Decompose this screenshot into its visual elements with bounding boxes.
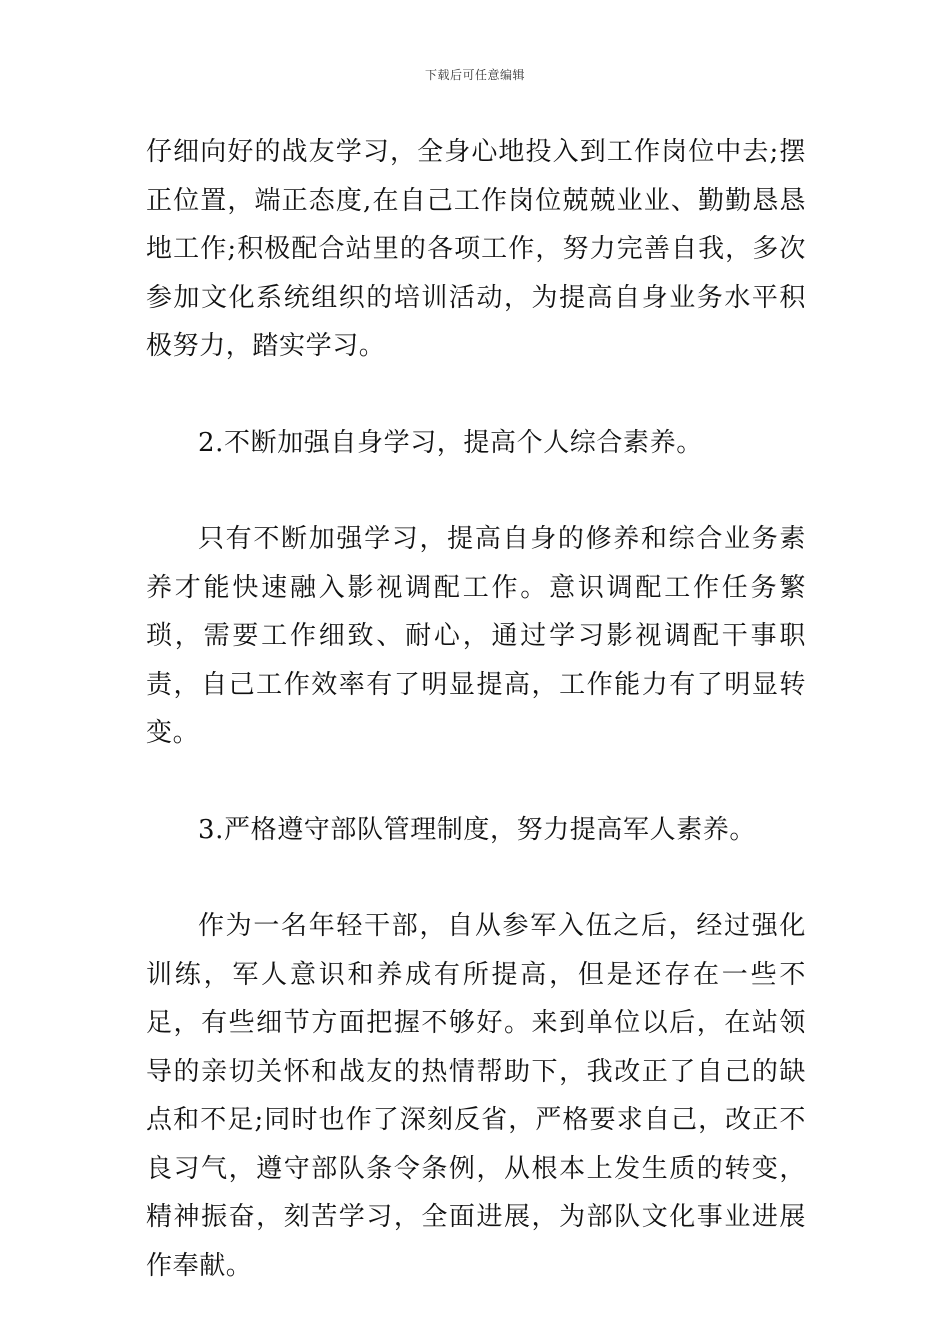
section-heading-3: 3.严格遵守部队管理制度，努力提高军人素养。 — [198, 814, 757, 845]
page-header-note: 下载后可任意编辑 — [424, 68, 525, 82]
section-heading-2: 2.不断加强自身学习，提高个人综合素养。 — [198, 427, 703, 458]
paragraph-section-3: 作为一名年轻干部，自从参军入伍之后，经过强化训练，军人意识和养成有所提高，但是还存在一些不足，有些细节方面把握不够好。来到单位以后，在站领导的亲切关怀和战友的热情帮助下，我改正了自己的缺点和不足;同时也作了深刻反省，严格要求自己，改正不良习气，遵守部队条令条例，从根本上发生质的转变，精神振奋，刻苦学习，全面进展，为部队文化事业进展作奉献。 — [146, 911, 806, 1281]
paragraph-section-2: 只有不断加强学习，提高自身的修养和综合业务素养才能快速融入影视调配工作。意识调配工作任务繁琐，需要工作细致、耐心，通过学习影视调配干事职责，自己工作效率有了明显提高，工作能力有了明显转变。 — [146, 524, 806, 748]
paragraph-continuation: 仔细向好的战友学习，全身心地投入到工作岗位中去;摆正位置，端正态度,在自己工作岗位兢兢业业、勤勤恳恳地工作;积极配合站里的各项工作，努力完善自我，多次参加文化系统组织的培训活动，为提高自身业务水平积极努力，踏实学习。 — [146, 137, 806, 361]
document-body — [146, 128, 806, 1290]
